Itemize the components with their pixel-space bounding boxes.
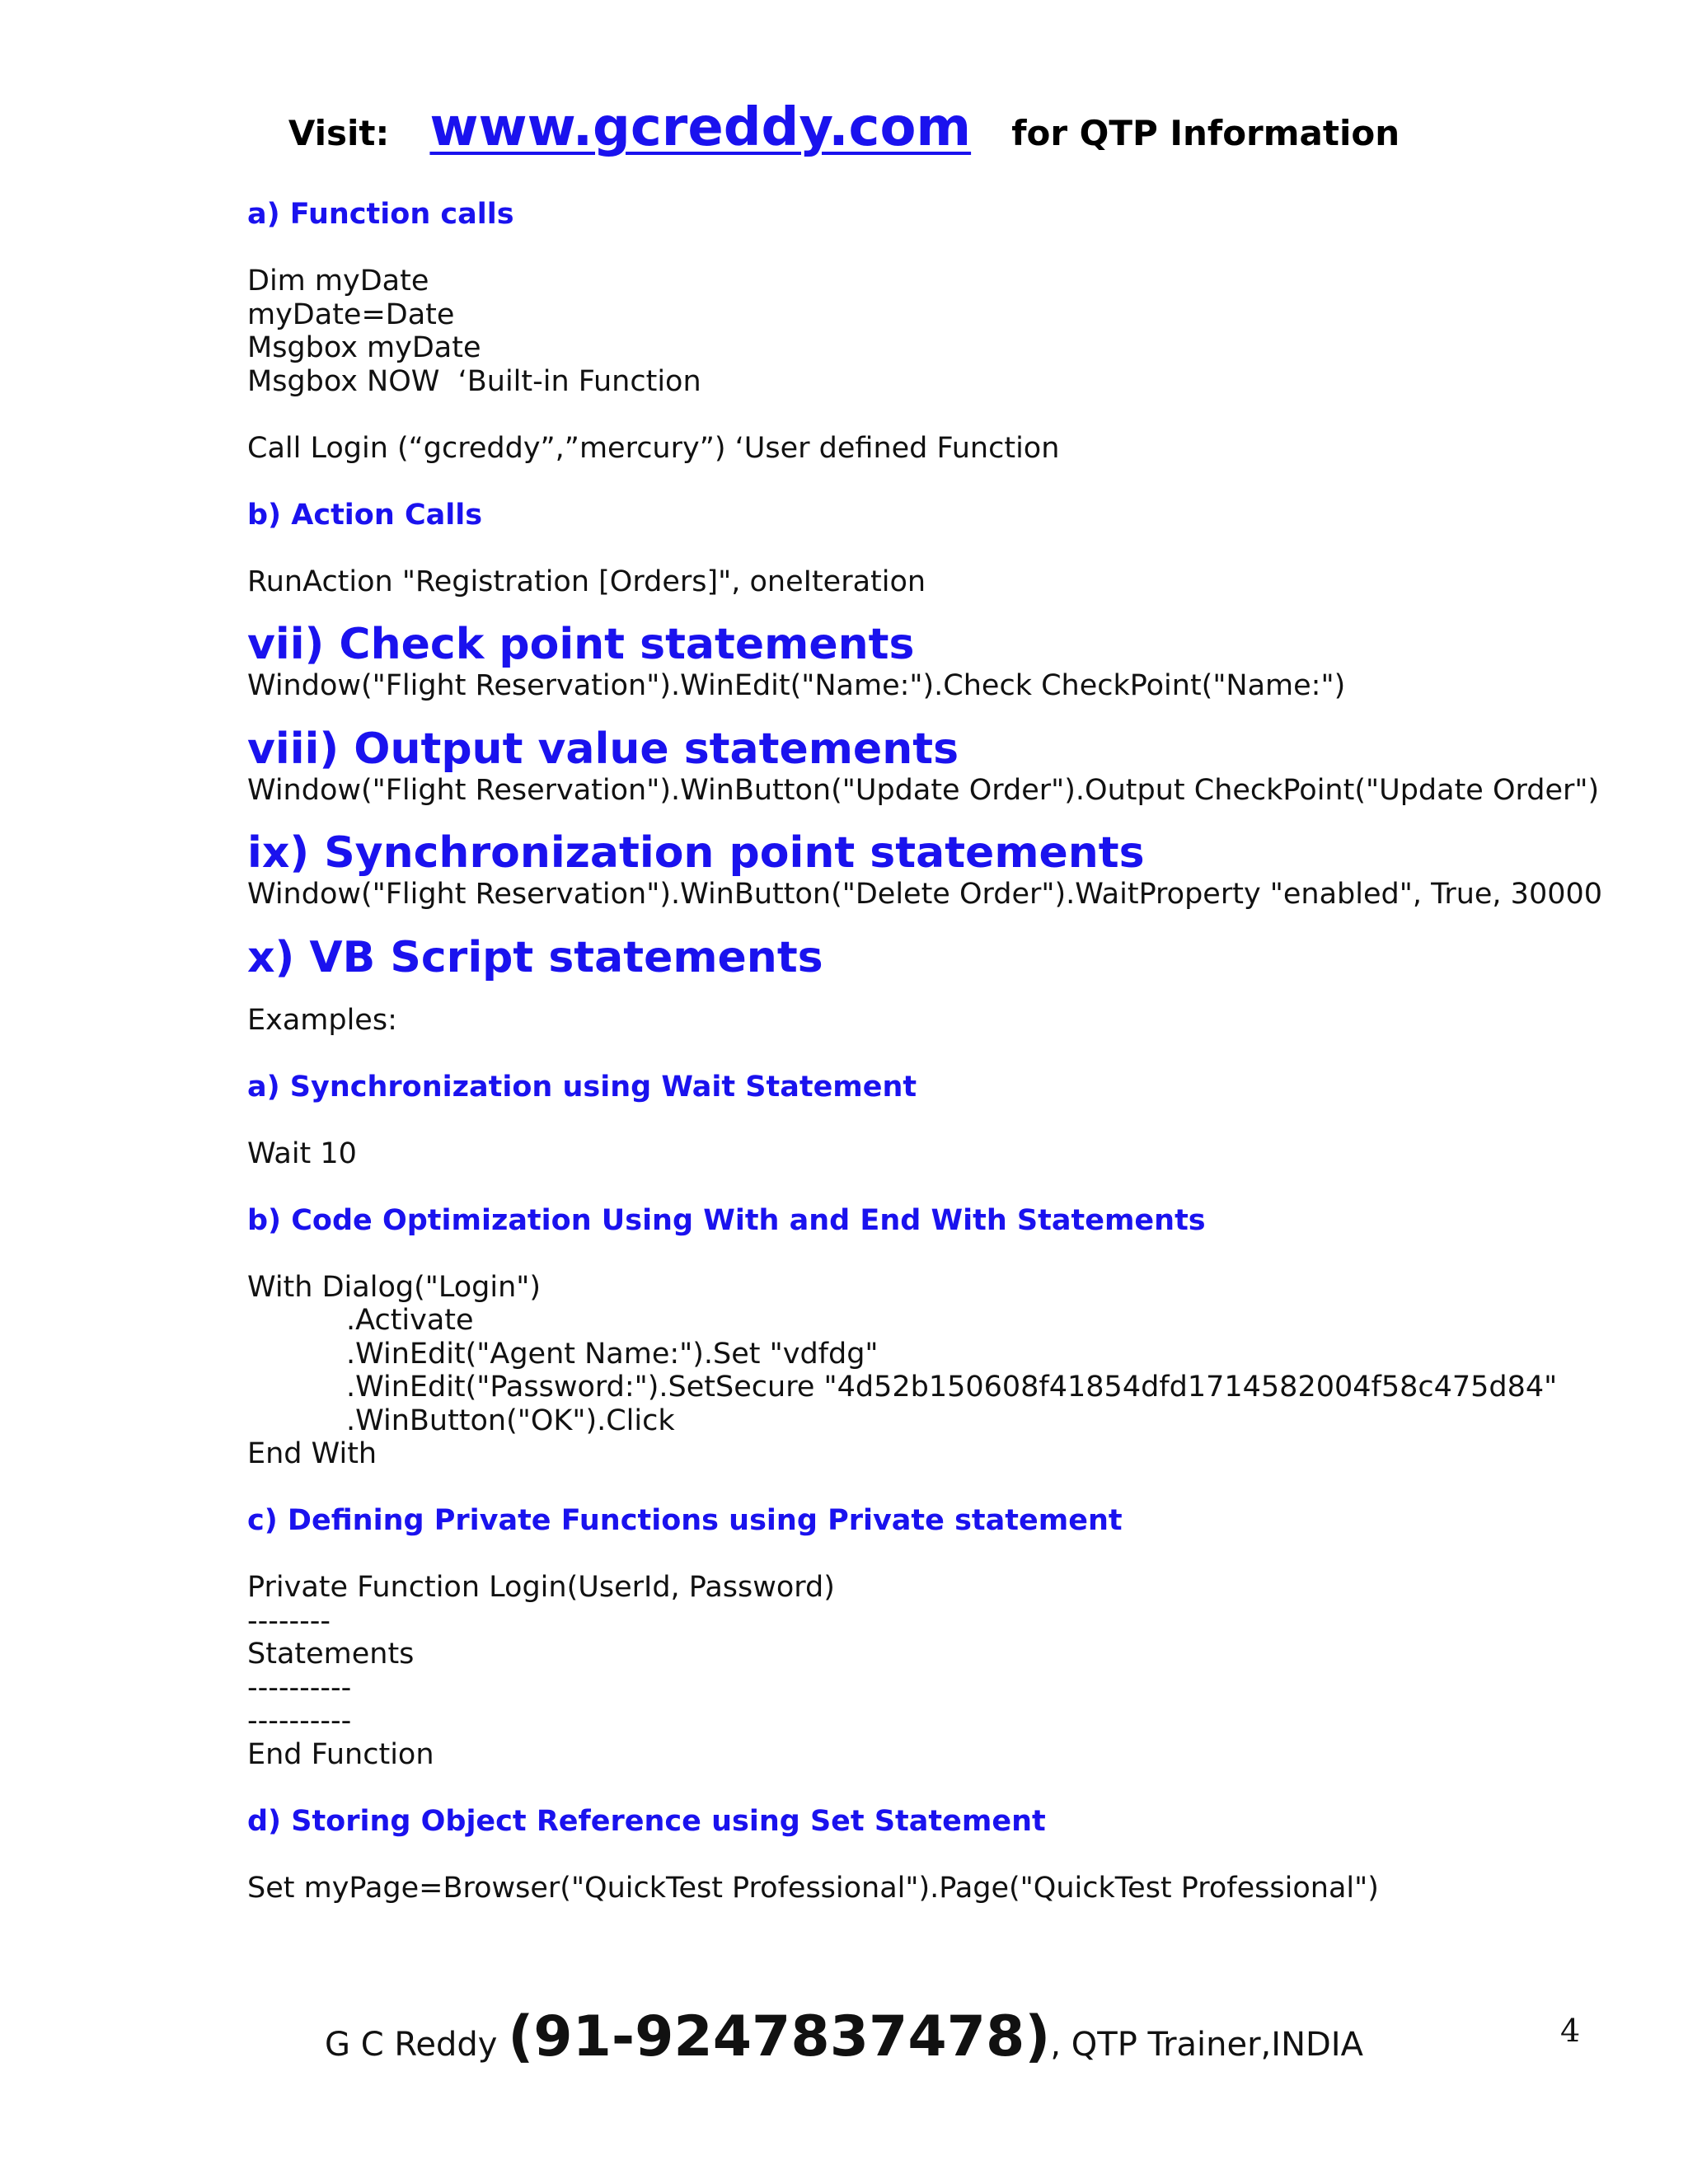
code-line: ---------- bbox=[247, 1671, 352, 1704]
page-header bbox=[0, 97, 1688, 158]
footer-title: , QTP Trainer,INDIA bbox=[1050, 2026, 1363, 2064]
code-line: With Dialog("Login") bbox=[247, 1270, 541, 1304]
code-line: Wait 10 bbox=[247, 1137, 357, 1170]
code-line: RunAction "Registration [Orders]", oneIteration bbox=[247, 565, 926, 598]
code-line: Statements bbox=[247, 1638, 415, 1671]
code-line: Private Function Login(UserId, Password) bbox=[247, 1571, 835, 1604]
footer-name: G C Reddy bbox=[325, 2026, 509, 2064]
code-line: ---------- bbox=[247, 1704, 352, 1737]
code-line: Set myPage=Browser("QuickTest Professional").Page("QuickTest Professional") bbox=[247, 1871, 1379, 1905]
code-line: End With bbox=[247, 1437, 377, 1470]
code-line: myDate=Date bbox=[247, 298, 455, 331]
heading-check-point: vii) Check point statements bbox=[247, 620, 915, 669]
code-line: Dim myDate bbox=[247, 265, 429, 298]
website-link[interactable]: www.gcreddy.com bbox=[429, 97, 972, 158]
heading-private: c) Defining Private Functions using Private statement bbox=[247, 1504, 1123, 1537]
page-content bbox=[247, 198, 1632, 1905]
code-line: .WinButton("OK").Click bbox=[346, 1404, 675, 1437]
code-line: End Function bbox=[247, 1737, 434, 1771]
page-number: 4 bbox=[1560, 2013, 1581, 2049]
header-suffix: for QTP Information bbox=[1011, 113, 1400, 153]
heading-set: d) Storing Object Reference using Set Statement bbox=[247, 1804, 1046, 1838]
heading-action-calls: b) Action Calls bbox=[247, 498, 483, 532]
code-line: Window("Flight Reservation").WinButton("Delete Order").WaitProperty "enabled", True, 30000 bbox=[247, 878, 1603, 911]
code-line: -------- bbox=[247, 1604, 331, 1638]
heading-sync-point: ix) Synchronization point statements bbox=[247, 828, 1145, 878]
examples-label: Examples: bbox=[247, 1003, 397, 1037]
code-line: Msgbox NOW ‘Built-in Function bbox=[247, 364, 701, 398]
code-line: .Activate bbox=[346, 1304, 474, 1337]
heading-wait: a) Synchronization using Wait Statement bbox=[247, 1070, 917, 1104]
header-visit-label: Visit: bbox=[288, 113, 390, 153]
footer-phone: (91-9247837478) bbox=[508, 2004, 1051, 2069]
code-line: Window("Flight Reservation").WinButton("Update Order").Output CheckPoint("Update Order") bbox=[247, 773, 1600, 807]
page-footer bbox=[0, 2004, 1688, 2069]
heading-output-value: viii) Output value statements bbox=[247, 724, 959, 774]
code-line: .WinEdit("Agent Name:").Set "vdfdg" bbox=[346, 1337, 879, 1371]
code-line: Call Login (“gcreddy”,”mercury”) ‘User defined Function bbox=[247, 431, 1060, 465]
heading-vbscript: x) VB Script statements bbox=[247, 932, 823, 982]
code-line: Msgbox myDate bbox=[247, 331, 481, 364]
heading-function-calls: a) Function calls bbox=[247, 198, 514, 231]
code-line: .WinEdit("Password:").SetSecure "4d52b150608f41854dfd1714582004f58c475d84" bbox=[346, 1371, 1558, 1404]
code-line: Window("Flight Reservation").WinEdit("Name:").Check CheckPoint("Name:") bbox=[247, 669, 1346, 702]
heading-with: b) Code Optimization Using With and End With Statements bbox=[247, 1203, 1206, 1237]
